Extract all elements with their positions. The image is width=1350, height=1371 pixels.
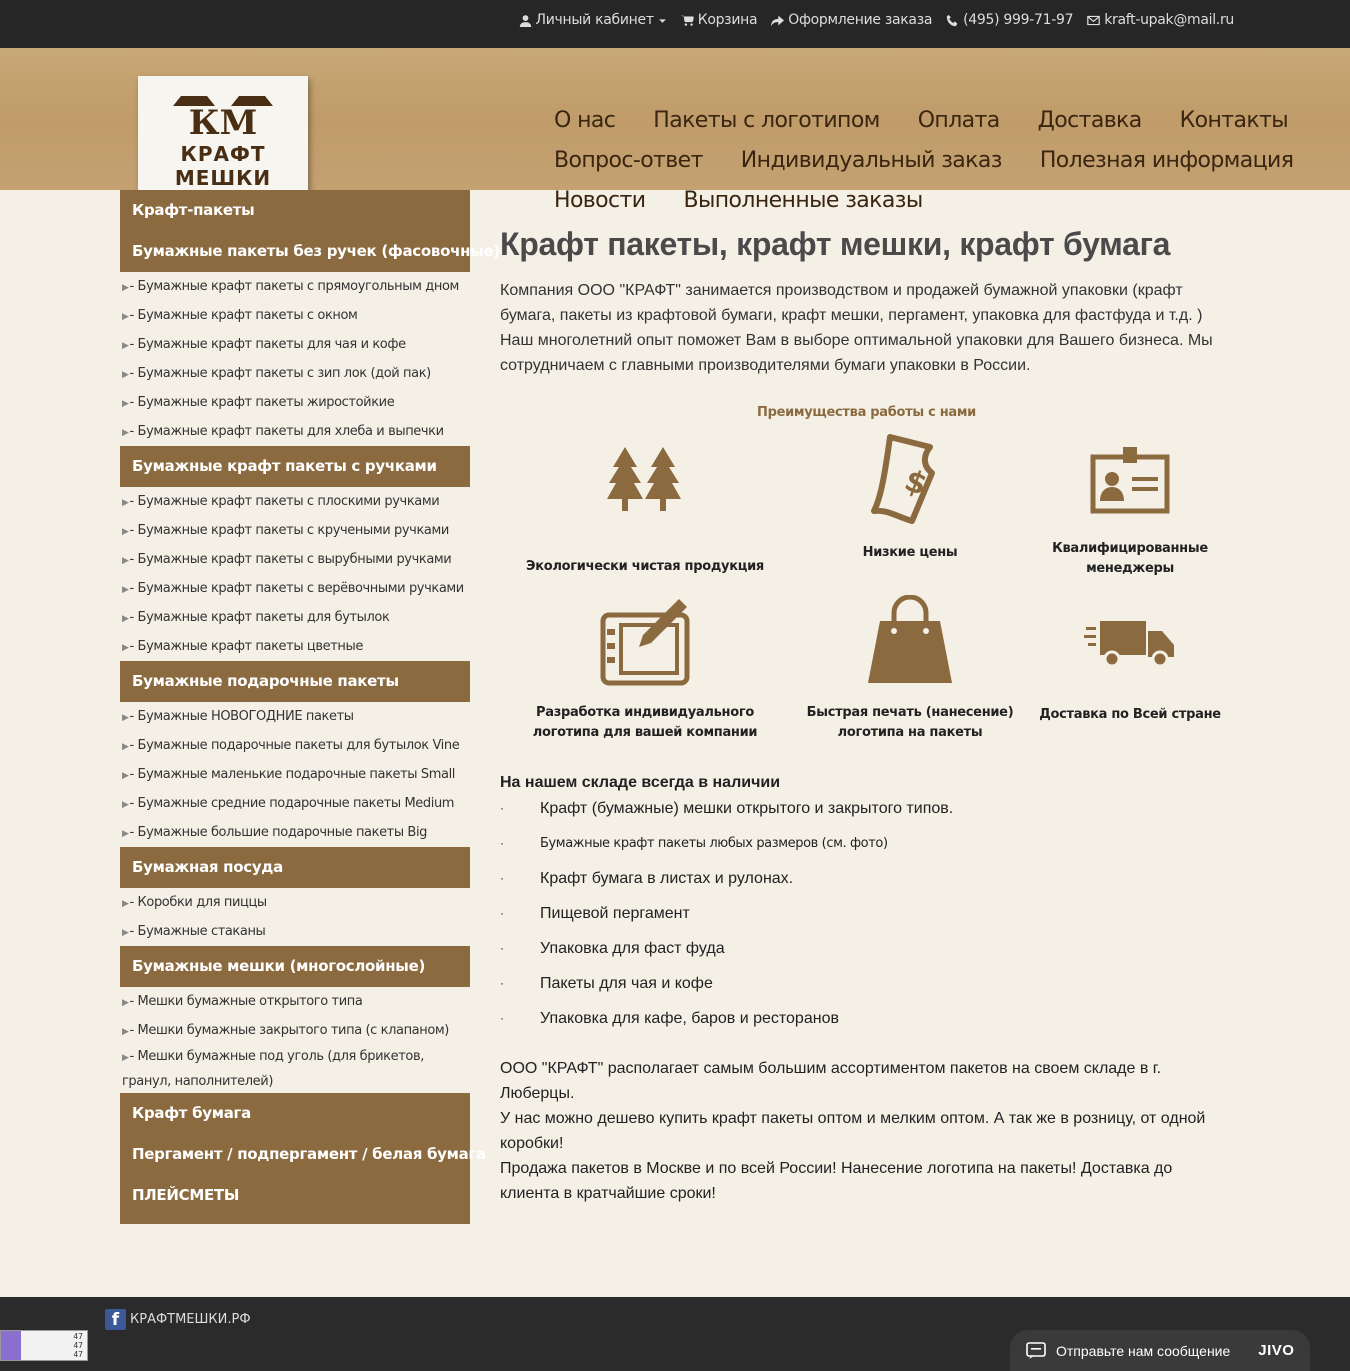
account-link[interactable] bbox=[519, 12, 667, 28]
stock-title: На нашем складе всегда в наличии bbox=[500, 774, 781, 791]
triangle-right-icon: ▶ bbox=[122, 800, 129, 810]
advantages-title: Преимущества работы с нами bbox=[757, 405, 976, 420]
advantage-label: Разработка индивидуального логотипа для вашей компании bbox=[532, 705, 758, 740]
caret-down-icon bbox=[658, 14, 667, 27]
advantage-label: Квалифицированные менеджеры bbox=[1052, 541, 1208, 576]
nav-about[interactable]: О нас bbox=[554, 107, 616, 133]
counter-bar bbox=[1, 1331, 21, 1360]
badge-icon bbox=[1090, 445, 1170, 515]
tablet-pen-icon bbox=[599, 595, 691, 687]
site-logo[interactable] bbox=[138, 76, 308, 194]
sidebar-item[interactable]: ▶- Бумажные подарочные пакеты для бутылок Vine bbox=[122, 738, 460, 753]
list-item: · Пищевой пергамент bbox=[500, 905, 690, 922]
list-item: · Бумажные крафт пакеты любых размеров (см. фото) bbox=[500, 836, 888, 851]
sidebar-item[interactable]: ▶- Бумажные крафт пакеты с плоскими ручками bbox=[122, 494, 440, 509]
triangle-right-icon: ▶ bbox=[122, 713, 129, 723]
user-icon bbox=[519, 14, 532, 27]
sidebar-item[interactable]: ▶- Бумажные маленькие подарочные пакеты Small bbox=[122, 767, 455, 782]
list-item: · Пакеты для чая и кофе bbox=[500, 975, 713, 992]
advantage-delivery bbox=[1035, 615, 1225, 725]
nav-logo-bags[interactable]: Пакеты с логотипом bbox=[653, 107, 880, 133]
sidebar-item[interactable]: ▶- Бумажные крафт пакеты для чая и кофе bbox=[122, 337, 406, 352]
triangle-right-icon: ▶ bbox=[122, 928, 129, 938]
triangle-right-icon: ▶ bbox=[122, 829, 129, 839]
svg-text:КМ: КМ bbox=[188, 103, 258, 138]
advantage-label: Доставка по Всей стране bbox=[1039, 707, 1221, 722]
sidebar-cat-paper-sacks[interactable]: Бумажные мешки (многослойные) bbox=[120, 946, 470, 987]
account-label: Личный кабинет bbox=[535, 12, 654, 28]
triangle-right-icon: ▶ bbox=[122, 1027, 129, 1037]
list-item: · Упаковка для кафе, баров и ресторанов bbox=[500, 1010, 839, 1027]
sidebar-item[interactable]: ▶- Мешки бумажные под уголь (для брикетов, гранул, наполнителей) bbox=[122, 1049, 424, 1089]
svg-text:$: $ bbox=[899, 463, 932, 503]
advantage-label: Экологически чистая продукция bbox=[526, 559, 764, 574]
triangle-right-icon: ▶ bbox=[122, 399, 129, 409]
facebook-label: КРАФТМЕШКИ.РФ bbox=[130, 1312, 251, 1327]
advantage-label: Быстрая печать (нанесение) логотипа на пакеты bbox=[806, 705, 1014, 740]
sidebar-item[interactable]: ▶- Бумажные крафт пакеты с вырубными ручками bbox=[122, 552, 452, 567]
sidebar-item[interactable]: ▶- Мешки бумажные закрытого типа (с клапаном) bbox=[122, 1023, 449, 1038]
sidebar-cat-kraft-paper[interactable]: Крафт бумага bbox=[120, 1093, 470, 1134]
triangle-right-icon: ▶ bbox=[122, 312, 129, 322]
checkout-label: Оформление заказа bbox=[788, 12, 933, 28]
advantage-managers bbox=[1035, 445, 1225, 579]
stock-list bbox=[500, 796, 1220, 1041]
phone-icon bbox=[946, 14, 959, 27]
outro-paragraph: Продажа пакетов в Москве и по всей России! Нанесение логотипа на пакеты! Доставка до клиента в кратчайшие сроки! bbox=[500, 1160, 1173, 1202]
sidebar-item[interactable]: ▶- Бумажные крафт пакеты для бутылок bbox=[122, 610, 390, 625]
sidebar-item[interactable]: ▶- Коробки для пиццы bbox=[122, 895, 267, 910]
sidebar-item[interactable]: ▶- Бумажные крафт пакеты с окном bbox=[122, 308, 358, 323]
sidebar-item[interactable]: ▶- Бумажные крафт пакеты с верёвочными ручками bbox=[122, 581, 464, 596]
triangle-right-icon: ▶ bbox=[122, 643, 129, 653]
truck-icon bbox=[1084, 615, 1176, 671]
sidebar-item[interactable]: ▶- Бумажные стаканы bbox=[122, 924, 266, 939]
sidebar-cat-gift-bags[interactable]: Бумажные подарочные пакеты bbox=[120, 661, 470, 702]
sidebar-cat-parchment[interactable]: Пергамент / подпергамент / белая бумага bbox=[120, 1134, 470, 1175]
advantage-printing bbox=[805, 595, 1015, 743]
triangle-right-icon: ▶ bbox=[122, 1053, 129, 1063]
nav-useful-info[interactable]: Полезная информация bbox=[1039, 147, 1294, 173]
list-item: · Крафт бумага в листах и рулонах. bbox=[500, 870, 794, 887]
sidebar-bottom-categories bbox=[120, 1093, 486, 1224]
sidebar-item[interactable]: ▶- Бумажные крафт пакеты жиростойкие bbox=[122, 395, 395, 410]
share-icon bbox=[771, 14, 784, 27]
triangle-right-icon: ▶ bbox=[122, 771, 129, 781]
nav-delivery[interactable]: Доставка bbox=[1037, 107, 1142, 133]
phone-label: (495) 999-71-97 bbox=[963, 12, 1074, 28]
list-item: · Крафт (бумажные) мешки открытого и закрытого типов. bbox=[500, 800, 954, 817]
nav-faq[interactable]: Вопрос-ответ bbox=[554, 147, 703, 173]
logo-text: КРАФТ МЕШКИ bbox=[174, 142, 272, 190]
chat-widget[interactable] bbox=[1010, 1330, 1310, 1371]
money-icon bbox=[860, 433, 960, 527]
top-bar bbox=[0, 0, 1350, 48]
triangle-right-icon: ▶ bbox=[122, 742, 129, 752]
nav-row-2 bbox=[554, 140, 1294, 180]
triangle-right-icon: ▶ bbox=[122, 899, 129, 909]
triangle-right-icon: ▶ bbox=[122, 556, 129, 566]
sidebar-item[interactable]: ▶- Бумажные НОВОГОДНИЕ пакеты bbox=[122, 709, 354, 724]
sidebar bbox=[120, 190, 500, 1224]
top-links bbox=[519, 12, 1234, 28]
chat-label: Отправьте нам сообщение bbox=[1056, 1342, 1231, 1359]
phone-link[interactable] bbox=[946, 12, 1073, 28]
bag-icon bbox=[864, 595, 956, 687]
advantage-logo-design bbox=[505, 595, 785, 743]
sidebar-cat-placemats[interactable]: ПЛЕЙСМЕТЫ bbox=[120, 1175, 470, 1216]
logo-mark-icon bbox=[173, 92, 273, 138]
cart-link[interactable] bbox=[681, 12, 758, 28]
envelope-icon bbox=[1087, 14, 1100, 27]
triangle-right-icon: ▶ bbox=[122, 283, 129, 293]
nav-completed-orders[interactable]: Выполненные заказы bbox=[683, 187, 923, 213]
triangle-right-icon: ▶ bbox=[122, 998, 129, 1008]
triangle-right-icon: ▶ bbox=[122, 498, 129, 508]
sidebar-item[interactable]: ▶- Бумажные крафт пакеты с зип лок (дой пак) bbox=[122, 366, 431, 381]
message-icon bbox=[1026, 1342, 1046, 1360]
outro-paragraph: ООО "КРАФТ" располагает самым большим ассортиментом пакетов на своем складе в г. Люберцы. bbox=[500, 1060, 1162, 1102]
nav-contacts[interactable]: Контакты bbox=[1179, 107, 1289, 133]
triangle-right-icon: ▶ bbox=[122, 428, 129, 438]
triangle-right-icon: ▶ bbox=[122, 527, 129, 537]
triangle-right-icon: ▶ bbox=[122, 370, 129, 380]
advantage-label: Низкие цены bbox=[862, 545, 958, 560]
nav-payment[interactable]: Оплата bbox=[917, 107, 1000, 133]
intro-text: Компания ООО "КРАФТ" занимается производством и продажей бумажной упаковки (крафт бумага, пакеты из крафтовой бумаги, крафт мешки, пергамент, упаковка для фастфуда и т.д. ) Наш многолетний опыт поможет Вам в выборе оптимальной упаковки для Вашего бизнеса. Мы сотрудничаем с главными производителями бумаги упаковки в России. bbox=[500, 282, 1213, 374]
main-nav bbox=[554, 100, 1294, 220]
sidebar-item[interactable]: ▶- Бумажные средние подарочные пакеты Medium bbox=[122, 796, 455, 811]
sidebar-cat-paper-dishes[interactable]: Бумажная посуда bbox=[120, 847, 470, 888]
nav-row-1 bbox=[554, 100, 1289, 140]
outro-text bbox=[500, 1056, 1215, 1206]
triangle-right-icon: ▶ bbox=[122, 341, 129, 351]
nav-custom-order[interactable]: Индивидуальный заказ bbox=[740, 147, 1002, 173]
triangle-right-icon: ▶ bbox=[122, 585, 129, 595]
sidebar-item[interactable]: ▶- Мешки бумажные открытого типа bbox=[122, 994, 363, 1009]
advantage-prices bbox=[810, 433, 1010, 563]
cart-icon bbox=[681, 14, 694, 27]
sidebar-cat-kraft-bags[interactable]: Крафт-пакеты bbox=[120, 190, 470, 231]
list-item: · Упаковка для фаст фуда bbox=[500, 940, 725, 957]
nav-row-3 bbox=[554, 180, 1234, 220]
facebook-link[interactable] bbox=[105, 1309, 251, 1330]
trees-icon bbox=[605, 445, 685, 515]
sidebar-cat-no-handles[interactable]: Бумажные пакеты без ручек (фасовочные) bbox=[120, 231, 470, 272]
sidebar-item[interactable]: ▶- Бумажные крафт пакеты с прямоугольным дном bbox=[122, 279, 459, 294]
checkout-link[interactable] bbox=[771, 12, 932, 28]
sidebar-item[interactable]: ▶- Бумажные большие подарочные пакеты Big bbox=[122, 825, 428, 840]
sidebar-item[interactable]: ▶- Бумажные крафт пакеты с кручеными ручками bbox=[122, 523, 449, 538]
email-link[interactable] bbox=[1087, 12, 1234, 28]
sidebar-item[interactable]: ▶- Бумажные крафт пакеты цветные bbox=[122, 639, 363, 654]
counter-values: 47 47 47 bbox=[73, 1332, 83, 1359]
facebook-icon: f bbox=[105, 1309, 126, 1330]
visit-counter[interactable] bbox=[0, 1330, 88, 1361]
nav-news[interactable]: Новости bbox=[554, 187, 646, 213]
advantage-eco bbox=[520, 445, 770, 577]
chat-brand: JIVO bbox=[1258, 1342, 1295, 1359]
sidebar-item[interactable]: ▶- Бумажные крафт пакеты для хлеба и выпечки bbox=[122, 424, 444, 439]
outro-paragraph: У нас можно дешево купить крафт пакеты оптом и мелким оптом. А так же в розницу, от одной коробки! bbox=[500, 1110, 1206, 1152]
sidebar-cat-with-handles[interactable]: Бумажные крафт пакеты с ручками bbox=[120, 446, 470, 487]
email-label: kraft-upak@mail.ru bbox=[1104, 12, 1234, 28]
triangle-right-icon: ▶ bbox=[122, 614, 129, 624]
cart-label: Корзина bbox=[697, 12, 758, 28]
page-title: Крафт пакеты, крафт мешки, крафт бумага bbox=[500, 226, 1171, 262]
